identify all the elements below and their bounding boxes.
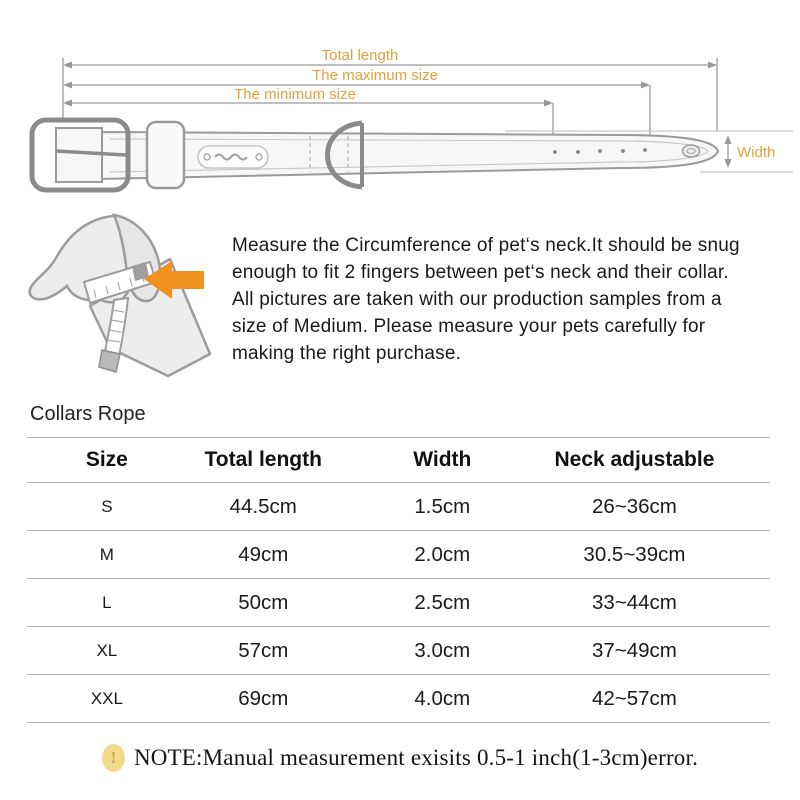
table-row (27, 531, 770, 579)
tape-end-tab (99, 350, 120, 372)
cell-total-length: 50cm (238, 590, 289, 614)
table-row (27, 627, 770, 675)
col-header-size: Size (85, 448, 128, 471)
cell-size: M (99, 544, 114, 564)
table-title: Collars Rope (30, 403, 146, 425)
cell-neck-adjustable: 26~36cm (591, 494, 677, 518)
measuring-instructions (232, 232, 762, 367)
cell-size: XXL (90, 688, 123, 708)
keeper-loop (147, 122, 184, 188)
cell-total-length: 44.5cm (229, 494, 297, 518)
cell-size: S (101, 496, 113, 516)
min-size-label: The minimum size (234, 86, 356, 103)
total-length-label: Total length (321, 47, 399, 64)
max-size-label: The maximum size (312, 67, 438, 84)
table-row (27, 579, 770, 627)
instruction-line: All pictures are taken with our production samples from a (232, 289, 722, 310)
end-rivet (683, 145, 700, 157)
cell-width: 2.0cm (414, 542, 471, 566)
table-header-row (27, 438, 770, 483)
instruction-line: making the right purchase. (232, 343, 462, 364)
col-header-width: Width (413, 448, 472, 471)
size-table (27, 437, 770, 723)
cell-width: 4.0cm (414, 686, 471, 710)
collar-measurement-diagram (0, 0, 800, 215)
cell-neck-adjustable: 42~57cm (591, 686, 677, 710)
instruction-line: Measure the Circumference of pet‘s neck.It should be snug (232, 235, 740, 256)
cell-neck-adjustable: 33~44cm (591, 590, 677, 614)
exclamation-icon: ! (102, 744, 125, 772)
cell-size: L (102, 592, 112, 612)
col-header-neck-adjustable: Neck adjustable (554, 448, 715, 471)
note-text: NOTE:Manual measurement exisits 0.5-1 inch(1-3cm)error. (133, 745, 699, 770)
cell-width: 3.0cm (414, 638, 471, 662)
table-row (27, 483, 770, 531)
cell-total-length: 49cm (238, 542, 289, 566)
dog-measuring-illustration (20, 206, 220, 378)
cell-size: XL (96, 640, 118, 660)
brand-label (198, 146, 268, 168)
cell-width: 1.5cm (414, 494, 471, 518)
table-row (27, 675, 770, 723)
col-header-total-length: Total length (204, 448, 322, 471)
width-label: Width (737, 144, 776, 161)
measurement-note (0, 744, 800, 772)
cell-total-length: 69cm (238, 686, 289, 710)
instruction-line: enough to fit 2 fingers between pet‘s neck and their collar. (232, 262, 729, 283)
cell-width: 2.5cm (414, 590, 471, 614)
cell-neck-adjustable: 37~49cm (591, 638, 677, 662)
cell-total-length: 57cm (238, 638, 289, 662)
instruction-line: size of Medium. Please measure your pets carefully for (232, 316, 706, 337)
cell-neck-adjustable: 30.5~39cm (583, 542, 686, 566)
strap-fold (56, 128, 102, 182)
